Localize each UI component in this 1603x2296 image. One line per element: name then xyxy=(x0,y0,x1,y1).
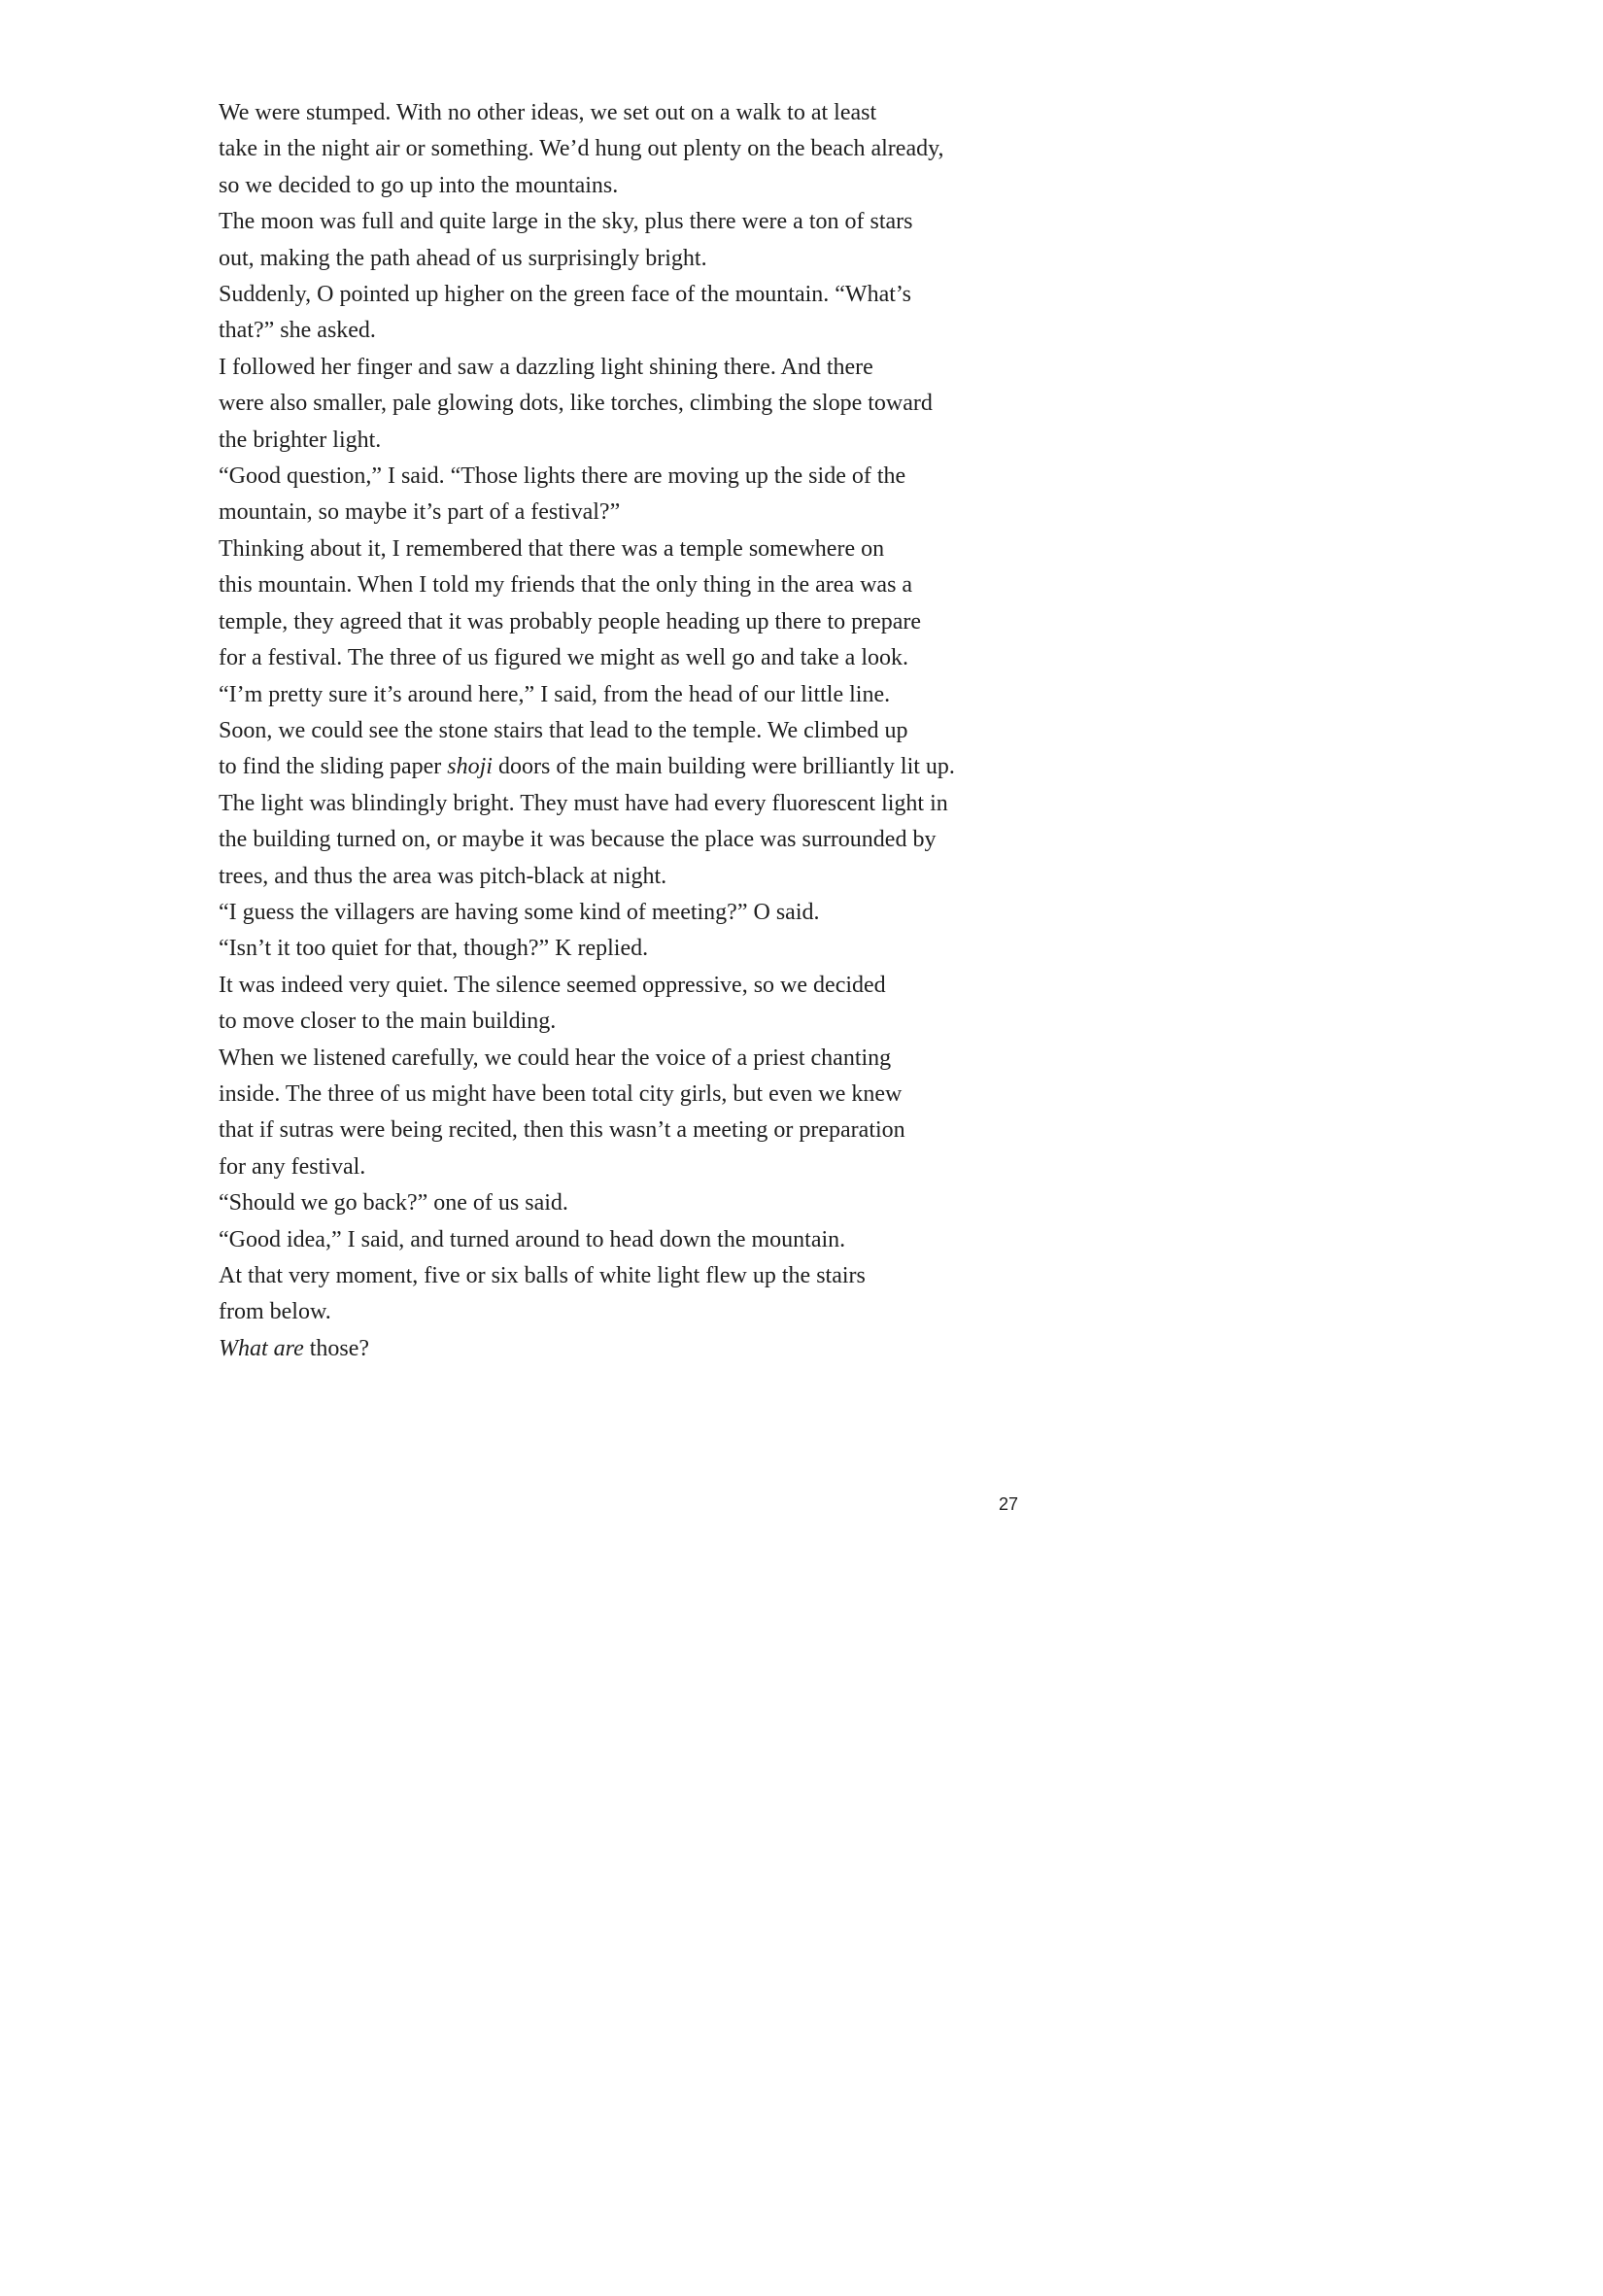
text-line: “Good idea,” I said, and turned around to head down the mountain. xyxy=(219,1226,846,1252)
text-line: I followed her finger and saw a dazzling light shining there. And there xyxy=(219,354,873,380)
paragraph xyxy=(182,531,959,677)
text-line: out, making the path ahead of us surprisingly bright. xyxy=(219,245,707,271)
text-line: this mountain. When I told my friends that the only thing in the area was a xyxy=(219,572,913,599)
paragraph xyxy=(182,1041,959,1186)
text-line: “I’m pretty sure it’s around here,” I said, from the head of our little line. xyxy=(219,681,891,707)
paragraph xyxy=(182,350,959,459)
text-line xyxy=(182,749,959,785)
text-line: The moon was full and quite large in the sky, plus there were a ton of stars xyxy=(219,209,913,235)
paragraph xyxy=(182,459,959,531)
text-line: Thinking about it, I remembered that there was a temple somewhere on xyxy=(219,535,885,562)
book-page xyxy=(0,0,1069,1530)
paragraph xyxy=(182,1185,959,1221)
text-line: from below. xyxy=(219,1299,331,1325)
text-line: We were stumped. With no other ideas, we set out on a walk to at least xyxy=(219,100,877,125)
text-line: mountain, so maybe it’s part of a festival?” xyxy=(219,499,621,526)
text-line: “I guess the villagers are having some kind of meeting?” O said. xyxy=(219,899,820,925)
paragraph xyxy=(182,277,959,350)
text-line: When we listened carefully, we could hear the voice of a priest chanting xyxy=(219,1045,892,1071)
page-number: 27 xyxy=(998,1494,1019,1514)
text-line: take in the night air or something. We’d hung out plenty on the beach already, xyxy=(219,136,944,162)
text-line: Suddenly, O pointed up higher on the green face of the mountain. “What’s xyxy=(219,282,911,308)
paragraph xyxy=(182,95,959,204)
paragraph xyxy=(182,895,959,931)
text-line: Soon, we could see the stone stairs that lead to the temple. We climbed up xyxy=(219,717,908,743)
paragraph xyxy=(182,1331,959,1367)
text-run: to find the sliding paper xyxy=(219,754,448,780)
paragraph xyxy=(182,931,959,967)
text-line: The light was blindingly bright. They must have had every fluorescent light in xyxy=(219,790,948,816)
paragraph xyxy=(182,677,959,713)
paragraph xyxy=(182,1222,959,1258)
text-line: inside. The three of us might have been total city girls, but even we knew xyxy=(219,1080,903,1107)
body-text xyxy=(182,95,959,1367)
text-run: doors of the main building were brilliantly lit up. xyxy=(492,754,955,780)
paragraph xyxy=(182,713,959,895)
paragraph xyxy=(182,1258,959,1331)
text-line: “Good question,” I said. “Those lights there are moving up the side of the xyxy=(219,463,906,490)
italic-phrase: What are xyxy=(219,1335,304,1361)
text-line: the brighter light. xyxy=(219,427,382,453)
text-line: temple, they agreed that it was probably people heading up there to prepare xyxy=(219,608,922,634)
text-line: the building turned on, or maybe it was because the place was surrounded by xyxy=(219,827,937,853)
text-line: that?” she asked. xyxy=(219,318,376,344)
text-line: “Isn’t it too quiet for that, though?” K replied. xyxy=(219,936,649,962)
text-run: those? xyxy=(303,1335,370,1361)
italic-term-shoji: shoji xyxy=(447,754,493,780)
text-line: trees, and thus the area was pitch-black at night. xyxy=(219,863,667,889)
text-line: to move closer to the main building. xyxy=(219,1009,557,1035)
text-line: “Should we go back?” one of us said. xyxy=(219,1190,568,1217)
text-line: that if sutras were being recited, then this wasn’t a meeting or preparation xyxy=(219,1117,905,1144)
paragraph xyxy=(182,204,959,277)
text-line: It was indeed very quiet. The silence seemed oppressive, so we decided xyxy=(219,972,886,998)
text-line: so we decided to go up into the mountains. xyxy=(219,172,619,198)
text-line: At that very moment, five or six balls of white light flew up the stairs xyxy=(219,1263,866,1288)
text-line xyxy=(182,1331,959,1367)
text-line: for a festival. The three of us figured we might as well go and take a look. xyxy=(219,645,909,671)
paragraph xyxy=(182,968,959,1041)
text-line: for any festival. xyxy=(219,1153,366,1180)
text-line: were also smaller, pale glowing dots, like torches, climbing the slope toward xyxy=(219,391,933,417)
